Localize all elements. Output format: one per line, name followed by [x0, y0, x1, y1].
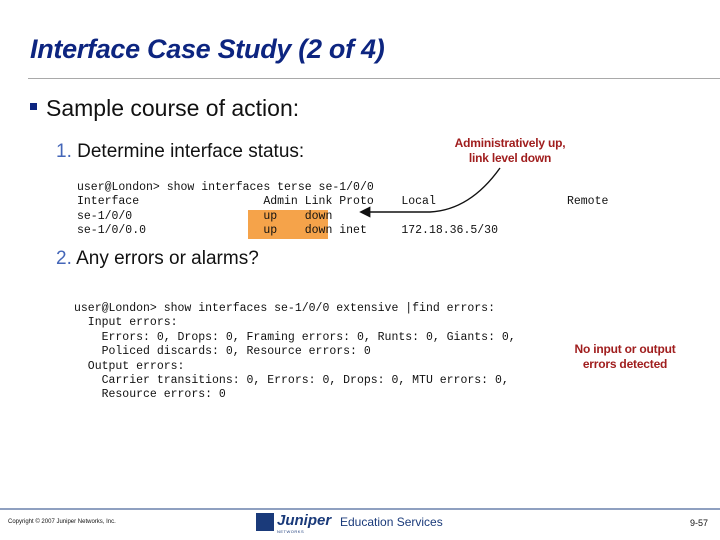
code-line: Errors: 0, Drops: 0, Framing errors: 0, Runts: 0, Giants: 0, — [74, 330, 516, 344]
annotation-line: errors detected — [582, 357, 668, 371]
step-text: Determine interface status: — [77, 141, 305, 162]
footer-divider — [0, 508, 720, 510]
code-line: Interface Admin Link Proto Local Remote — [77, 195, 609, 209]
copyright-text: Copyright © 2007 Juniper Networks, Inc. — [8, 519, 116, 525]
code-line: se-1/0/0 up down — [77, 209, 333, 223]
errors-annotation — [555, 342, 695, 372]
annotation-line: link level down — [468, 151, 552, 165]
juniper-logo-icon — [256, 513, 274, 531]
code-line: Policed discards: 0, Resource errors: 0 — [74, 345, 371, 359]
step-number: 1. — [56, 141, 72, 162]
code-line: user@London> show interfaces se-1/0/0 extensive |find errors: — [74, 302, 495, 315]
code-line: Input errors: — [74, 316, 178, 330]
juniper-logo-subtext: NETWORKS — [277, 529, 305, 534]
step-text: Any errors or alarms? — [76, 248, 259, 269]
slide-title: Interface Case Study (2 of 4) — [30, 34, 385, 64]
code-line: Output errors: — [74, 359, 185, 373]
code-line: Resource errors: 0 — [74, 388, 226, 402]
annotation-line: No input or output — [574, 342, 676, 356]
code-line: se-1/0/0.0 up down inet 172.18.36.5/30 — [77, 224, 498, 238]
page-number: 9-57 — [689, 518, 708, 528]
juniper-logo-text: Juniper — [277, 512, 332, 529]
annotation-line: Administratively up, — [454, 136, 566, 150]
extensive-output — [74, 302, 516, 403]
code-line: user@London> show interfaces terse se-1/0/0 — [77, 181, 374, 194]
step-2 — [56, 248, 259, 270]
step-number: 2. — [56, 248, 72, 269]
education-services-label: Education Services — [340, 515, 443, 529]
code-line: Carrier transitions: 0, Errors: 0, Drops: 0, MTU errors: 0, — [74, 374, 509, 388]
bullet-text: Sample course of action: — [46, 95, 300, 121]
